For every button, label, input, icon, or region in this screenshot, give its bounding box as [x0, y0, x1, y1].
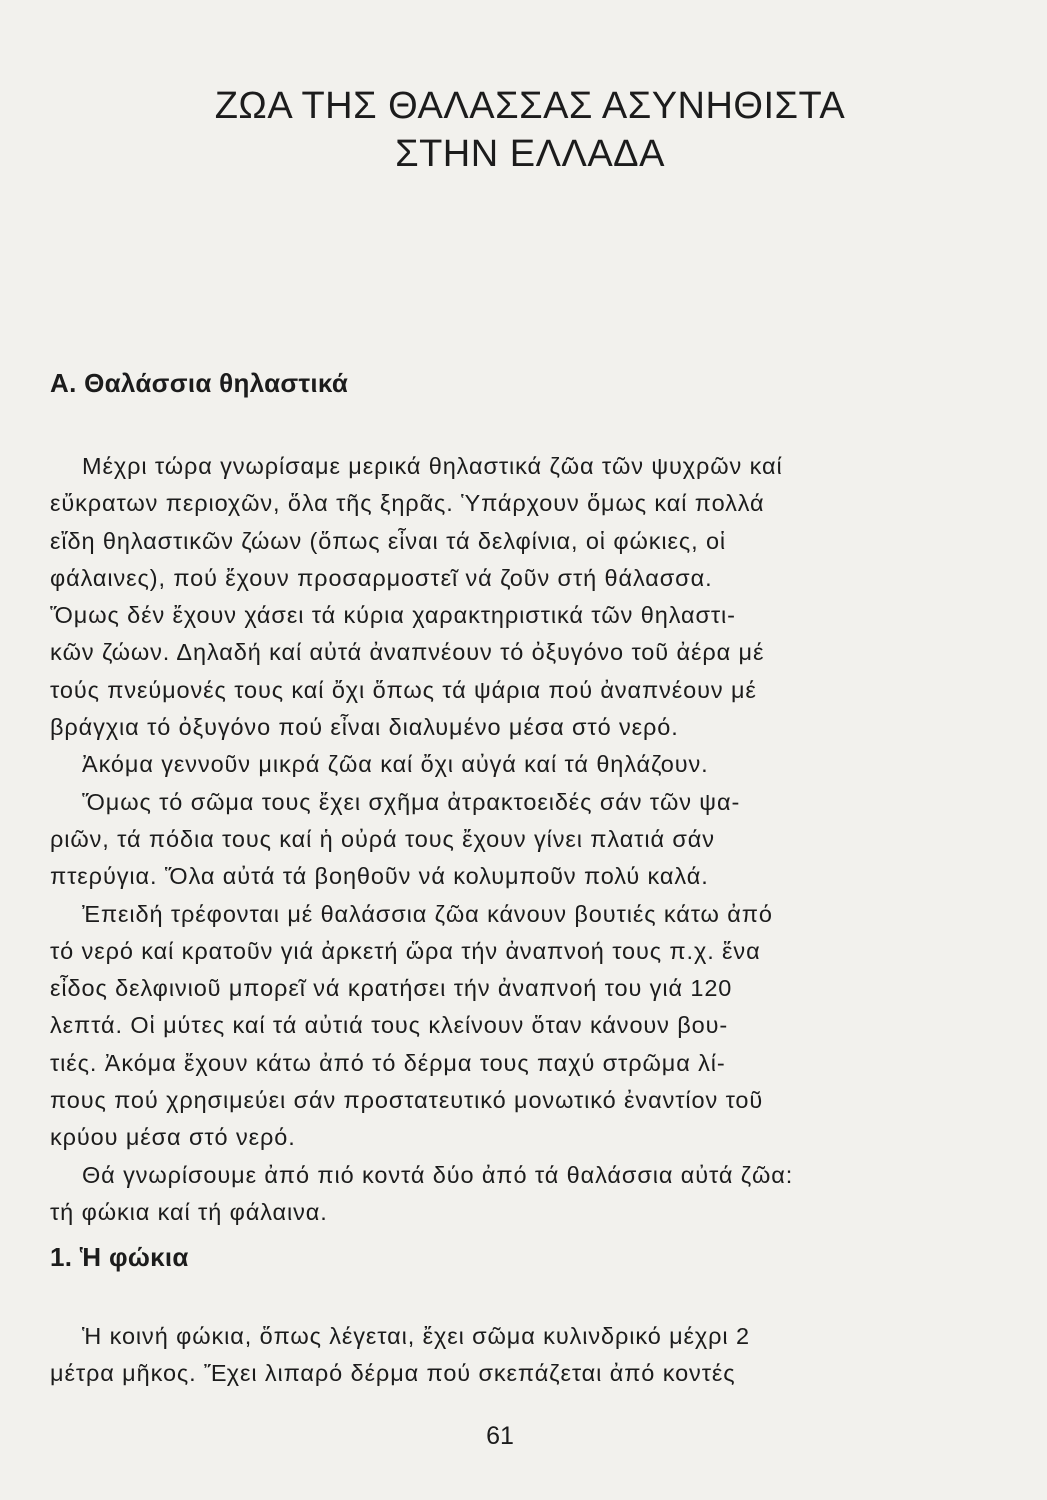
text-line: Ἡ κοινή φώκια, ὅπως λέγεται, ἔχει σῶμα κυλινδρικό μέχρι 2	[82, 1323, 750, 1349]
text-line: Ἀκόμα γεννοῦν μικρά ζῶα καί ὄχι αὐγά καί τά θηλάζουν.	[82, 751, 709, 778]
text-line: τό νερό καί κρατοῦν γιά ἀρκετή ὥρα τήν ἀναπνοή τους π.χ. ἕνα	[50, 937, 761, 964]
body-text-seal	[50, 1318, 910, 1393]
text-line: Μέχρι τώρα γνωρίσαμε μερικά θηλαστικά ζῶα τῶν ψυχρῶν καί	[82, 453, 783, 479]
body-text-marine-mammals	[50, 448, 910, 1231]
text-line: λεπτά. Οἱ μύτες καί τά αὐτιά τους κλείνουν ὅταν κάνουν βου-	[50, 1012, 729, 1039]
text-line: εὔκρατων περιοχῶν, ὅλα τῆς ξηρᾶς. Ὑπάρχουν ὅμως καί πολλά	[50, 490, 765, 517]
page-number: 61	[486, 1422, 514, 1450]
text-line: εἴδη θηλαστικῶν ζώων (ὅπως εἶναι τά δελφίνια, οἱ φώκιες, οἱ	[50, 527, 727, 554]
section-heading-seal: 1. Ἡ φώκια	[50, 1242, 189, 1272]
text-line: τή φώκια καί τή φάλαινα.	[50, 1198, 328, 1225]
text-line: τούς πνεύμονές τους καί ὄχι ὅπως τά ψάρια πού ἀναπνέουν μέ	[50, 676, 757, 703]
section-heading-marine-mammals: Α. Θαλάσσια θηλαστικά	[50, 368, 349, 398]
text-line: πτερύγια. Ὅλα αὐτά τά βοηθοῦν νά κολυμποῦν πολύ καλά.	[50, 863, 709, 890]
text-line: φάλαινες), πού ἔχουν προσαρμοστεῖ νά ζοῦν στή θάλασσα.	[50, 564, 713, 591]
text-line: κρύου μέσα στό νερό.	[50, 1124, 296, 1151]
chapter-title-line-1: ΖΩΑ ΤΗΣ ΘΑΛΑΣΣΑΣ ΑΣΥΝΗΘΙΣΤΑ	[214, 85, 846, 127]
text-line: Ἐπειδή τρέφονται μέ θαλάσσια ζῶα κάνουν βουτιές κάτω ἀπό	[82, 900, 773, 927]
text-line: Θά γνωρίσουμε ἀπό πιό κοντά δύο ἀπό τά θαλάσσια αὐτά ζῶα:	[82, 1161, 794, 1188]
chapter-title-line-2: ΣΤΗΝ ΕΛΛΑΔΑ	[395, 133, 665, 175]
text-line: πους πού χρησιμεύει σάν προστατευτικό μονωτικό ἐναντίον τοῦ	[50, 1087, 764, 1114]
text-line: μέτρα μῆκος. Ἔχει λιπαρό δέρμα πού σκεπάζεται ἀπό κοντές	[50, 1360, 736, 1387]
text-line: βράγχια τό ὀξυγόνο πού εἶναι διαλυμένο μέσα στό νερό.	[50, 714, 679, 741]
text-line: ριῶν, τά πόδια τους καί ἡ οὐρά τους ἔχουν γίνει πλατιά σάν	[50, 825, 715, 852]
text-line: Ὅμως τό σῶμα τους ἔχει σχῆμα ἀτρακτοειδές σάν τῶν ψα-	[82, 788, 741, 815]
chapter-title	[80, 82, 980, 178]
text-line: κῶν ζώων. Δηλαδή καί αὐτά ἀναπνέουν τό ὀξυγόνο τοῦ ἀέρα μέ	[50, 639, 765, 666]
text-line: τιές. Ἀκόμα ἔχουν κάτω ἀπό τό δέρμα τους παχύ στρῶμα λί-	[50, 1049, 726, 1076]
text-line: εἶδος δελφινιοῦ μπορεῖ νά κρατήσει τήν ἀναπνοή του γιά 120	[50, 975, 733, 1002]
text-line: Ὅμως δέν ἔχουν χάσει τά κύρια χαρακτηριστικά τῶν θηλαστι-	[50, 602, 736, 629]
